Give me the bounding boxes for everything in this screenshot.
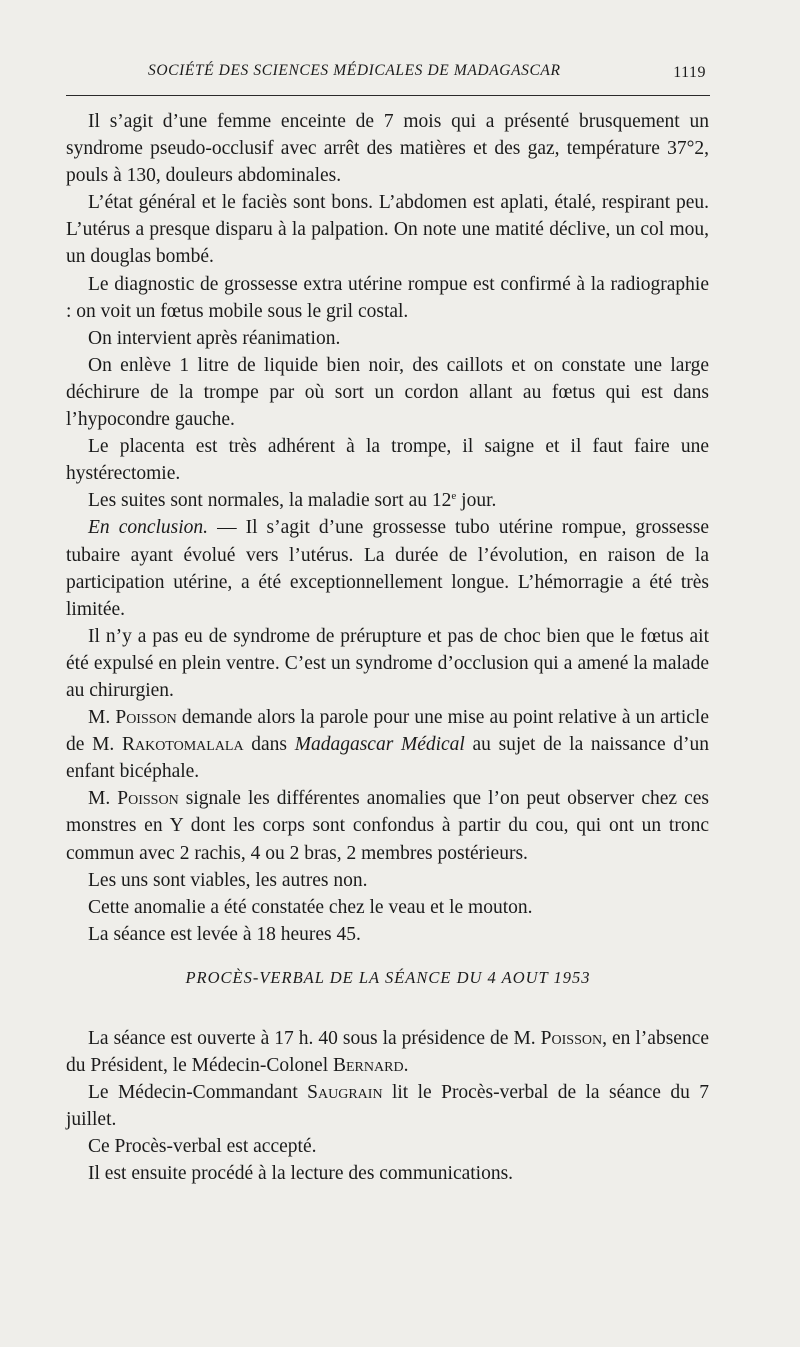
header-rule — [66, 95, 710, 96]
text-span: — Il s’agit d’une grossesse tubo utérine rompue, grossesse tubaire ayant évolué vers l’utérus. La durée de l’évolution, en raison de la participation utérine, a été exceptionnellement longue. L’hémorragie a été très limitée. — [66, 517, 709, 620]
text-span: , en l’absence du Président, le Médecin-Colonel — [66, 1028, 709, 1077]
text-span: lit le Procès-verbal de la séance du 7 juillet. — [66, 1082, 709, 1131]
journal-title: Madagascar Médical — [294, 734, 465, 756]
text-span: Les suites sont normales, la maladie sort au 12 — [88, 490, 452, 512]
paragraph: Il n’y a pas eu de syndrome de prérupture et pas de choc bien que le fœtus ait été expulsé en plein ventre. C’est un syndrome d’occlusion qui a amené la malade au chirurgien. — [66, 625, 709, 701]
text-span: signale les différentes anomalies que l’on peut observer chez ces monstres en Y dont les corps sont confondus à partir du cou, qui ont un tronc commun avec 2 rachis, 4 ou 2 bras, 2 membres postérieurs. — [66, 788, 710, 864]
text-span: . — [403, 1055, 409, 1077]
paragraph: On enlève 1 litre de liquide bien noir, des caillots et on constate une large déchirure de la trompe par où sort un cordon allant au fœtus qui est dans l’hypocondre gauche. — [66, 354, 709, 431]
minutes-text — [66, 1025, 709, 1188]
page-header — [66, 62, 710, 90]
person-name: Poisson — [540, 1028, 603, 1049]
text-span: Le Médecin-Commandant — [88, 1082, 308, 1104]
person-name: Rakotomalala — [121, 734, 244, 756]
paragraph: On intervient après réanimation. — [88, 327, 341, 349]
text-span: M. — [88, 707, 116, 729]
conclusion-heading: En conclusion. — [88, 517, 209, 539]
paragraph: Il est ensuite procédé à la lecture des communications. — [88, 1163, 514, 1185]
person-name: Poisson — [117, 788, 179, 810]
text-span: La séance est ouverte à 17 h. 40 sous la présidence de M. — [88, 1028, 541, 1049]
person-name: Poisson — [115, 707, 177, 729]
paragraph: Les uns sont viables, les autres non. — [88, 869, 368, 891]
paragraph — [66, 514, 709, 622]
person-name: Saugrain — [307, 1082, 383, 1104]
paragraph: Il s’agit d’une femme enceinte de 7 mois qui a présenté brusquement un syndrome pseudo-occlusif avec arrêt des matières et des gaz, température 37°2, pouls à 130, douleurs abdominales. — [66, 111, 709, 187]
paragraph: Le diagnostic de grossesse extra utérine rompue est confirmé à la radiographie : on voit un fœtus mobile sous le gril costal. — [66, 273, 709, 322]
text-span: demande alors la parole pour une mise au point relative à un article de M. — [66, 707, 709, 756]
paragraph — [66, 1025, 709, 1079]
text-span: au sujet de la naissance d’un enfant bicéphale. — [66, 734, 710, 783]
case-report-text — [66, 108, 709, 948]
person-name: Bernard — [332, 1055, 404, 1077]
paragraph: Ce Procès-verbal est accepté. — [88, 1136, 317, 1158]
paragraph — [66, 1079, 709, 1133]
page-number: 1119 — [673, 64, 706, 81]
ordinal-superscript: e — [451, 490, 457, 503]
paragraph — [66, 785, 709, 866]
paragraph — [66, 704, 709, 785]
text-span: jour. — [456, 490, 497, 512]
paragraph: L’état général et le faciès sont bons. L’abdomen est aplati, étalé, respirant peu. L’utérus a presque disparu à la palpation. On note une matité déclive, un col mou, un douglas bombé. — [66, 192, 709, 268]
paragraph: Cette anomalie a été constatée chez le veau et le mouton. — [88, 896, 533, 918]
paragraph: Le placenta est très adhérent à la trompe, il saigne et il faut faire une hystérectomie. — [66, 436, 709, 485]
paragraph — [66, 487, 709, 514]
text-span: dans — [243, 734, 295, 756]
section-title: PROCÈS-VERBAL DE LA SÉANCE DU 4 AOUT 1953 — [185, 968, 591, 987]
paragraph: La séance est levée à 18 heures 45. — [88, 923, 361, 945]
running-title: SOCIÉTÉ DES SCIENCES MÉDICALES DE MADAGASCAR — [148, 62, 561, 79]
text-span: M. — [88, 788, 118, 810]
